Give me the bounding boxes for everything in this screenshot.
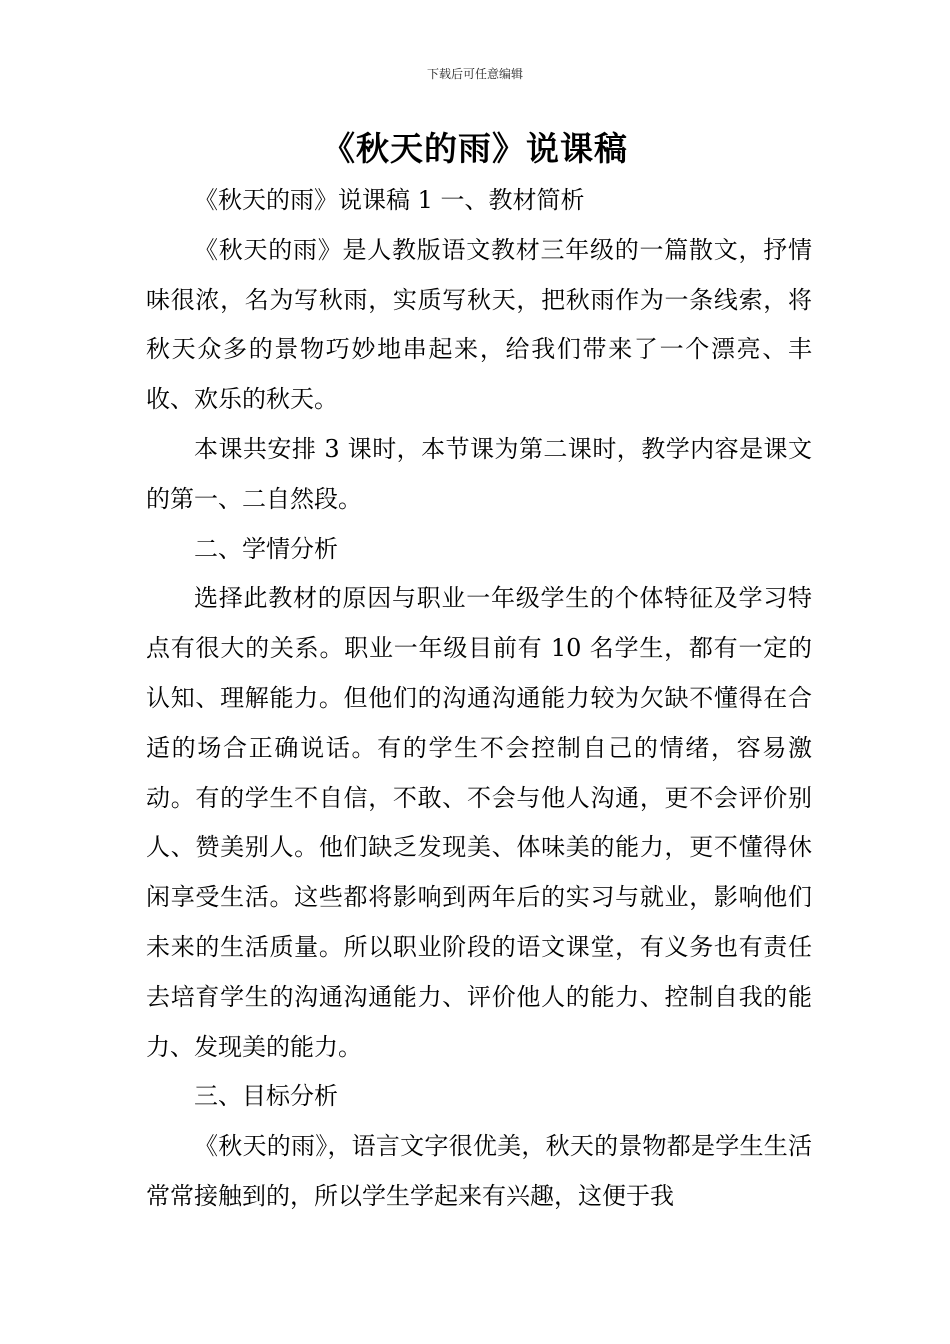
paragraph-student-analysis: 选择此教材的原因与职业一年级学生的个体特征及学习特点有很大的关系。职业一年级目前有 10 名学生，都有一定的认知、理解能力。但他们的沟通沟通能力较为欠缺不懂得在合适的场合正确说话。有的学生不会控制自己的情绪，容易激动。有的学生不自信，不敢、不会与他人沟通，更不会评价别人、赞美别人。他们缺乏发现美、体味美的能力，更不懂得休闲享受生活。这些都将影响到两年后的实习与就业，影响他们未来的生活质量。所以职业阶段的语文课堂，有义务也有责任去培育学生的沟通沟通能力、评价他人的能力、控制自我的能力、发现美的能力。 <box>146 584 812 1061</box>
section-heading-goal-analysis: 三、目标分析 <box>194 1082 338 1111</box>
paragraph-textbook-analysis: 《秋天的雨》是人教版语文教材三年级的一篇散文，抒情味很浓，名为写秋雨，实质写秋天，把秋雨作为一条线索，将秋天众多的景物巧妙地串起来，给我们带来了一个漂亮、丰收、欢乐的秋天。 <box>146 235 812 414</box>
document-body <box>146 176 812 1222</box>
section-heading-student-analysis: 二、学情分析 <box>194 534 338 563</box>
header-note: 下载后可任意编辑 <box>426 67 523 81</box>
paragraph-goal-analysis: 《秋天的雨》，语言文字很优美，秋天的景物都是学生生活常常接触到的，所以学生学起来有兴趣，这便于我 <box>146 1132 812 1210</box>
section-heading-intro: 《秋天的雨》说课稿 1 一、教材简析 <box>194 186 585 214</box>
document-title: 《秋天的雨》说课稿 <box>322 129 628 168</box>
paragraph-lesson-arrangement: 本课共安排 3 课时，本节课为第二课时，教学内容是课文的第一、二自然段。 <box>146 434 812 513</box>
